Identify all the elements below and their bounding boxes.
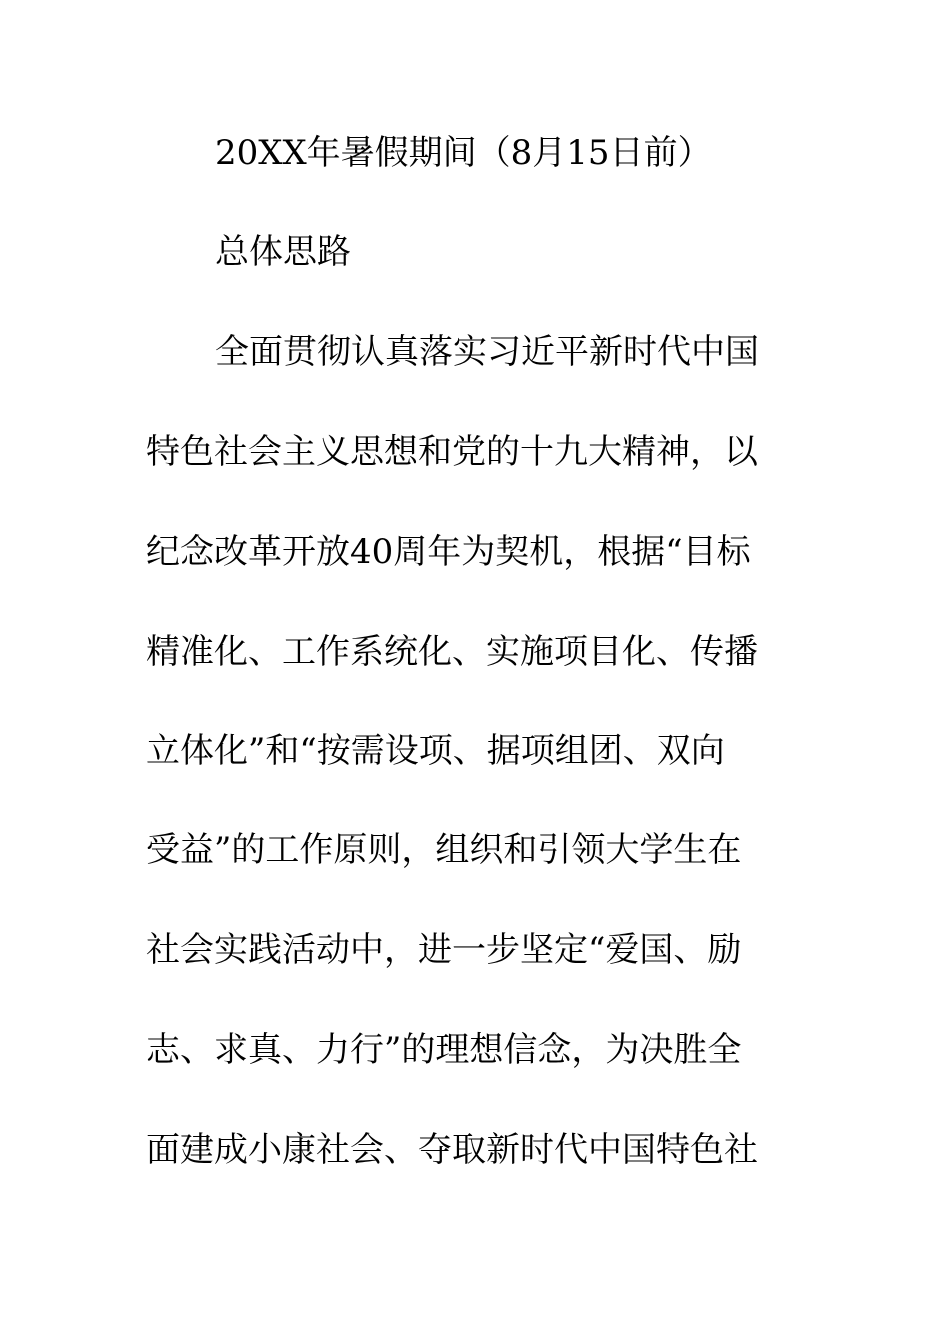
paragraph-line: 立体化”和“按需设项、据项组团、双向 [146, 731, 725, 771]
paragraph-line: 特色社会主义思想和党的十九大精神，以 [146, 432, 758, 472]
paragraph-line: 面建成小康社会、夺取新时代中国特色社 [146, 1130, 758, 1170]
paragraph-line: 社会实践活动中，进一步坚定“爱国、励 [146, 930, 742, 970]
paragraph-line: 全面贯彻认真落实习近平新时代中国 [215, 332, 759, 372]
paragraph-line: 精准化、工作系统化、实施项目化、传播 [146, 632, 758, 672]
section-heading: 总体思路 [215, 232, 351, 272]
paragraph-line: 纪念改革开放40周年为契机，根据“目标 [146, 532, 751, 572]
paragraph-line: 志、求真、力行”的理想信念，为决胜全 [146, 1030, 742, 1070]
paragraph-line: 受益”的工作原则，组织和引领大学生在 [146, 830, 742, 870]
date-heading: 20XX年暑假期间（8月15日前） [215, 133, 712, 173]
